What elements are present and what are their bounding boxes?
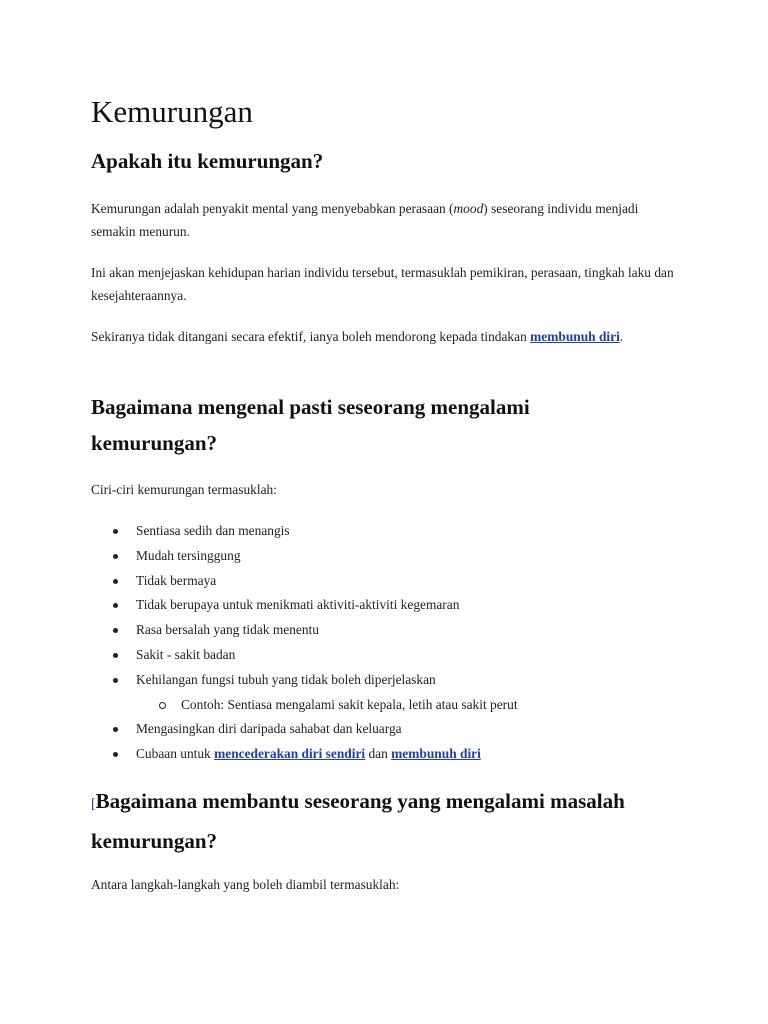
list-item: Sakit - sakit badan	[91, 643, 681, 668]
list-item: Tidak berupaya untuk menikmati aktiviti-aktiviti kegemaran	[91, 593, 681, 618]
membunuh-diri-link[interactable]: membunuh diri	[530, 329, 620, 344]
section-heading-identify: Bagaimana mengenal pasti seseorang mengalami kemurungan?	[91, 395, 530, 455]
list-item: Tidak bermaya	[91, 569, 681, 594]
sub-list-item: Contoh: Sentiasa mengalami sakit kepala, letih atau sakit perut	[136, 693, 681, 718]
list-item-with-sublist	[91, 668, 681, 718]
paragraph-definition	[91, 197, 681, 243]
mencederakan-diri-link[interactable]: mencederakan diri sendiri	[214, 746, 366, 762]
paragraph-risk	[91, 325, 681, 348]
edit-anchor-link[interactable]: [	[91, 797, 96, 812]
paragraph-risk-end: .	[619, 329, 624, 344]
symptoms-sublist	[136, 693, 681, 718]
list-item-text: Cubaan untuk	[136, 746, 215, 762]
paragraph-risk-text: Sekiranya tidak ditangani secara efektif, ianya boleh mendorong kepada tindakan	[91, 329, 531, 344]
symptoms-intro: Ciri-ciri kemurungan termasuklah:	[91, 482, 277, 497]
list-item-text: dan	[365, 746, 392, 762]
list-item-text: Kehilangan fungsi tubuh yang tidak boleh diperjelaskan	[136, 671, 436, 687]
paragraph-definition-text-a: Kemurungan adalah penyakit mental yang menyebabkan perasaan (	[91, 201, 454, 216]
list-item: Rasa bersalah yang tidak menentu	[91, 618, 681, 643]
mood-term: mood	[453, 201, 484, 216]
page-title: Kemurungan	[91, 94, 253, 129]
section-heading-what-is: Apakah itu kemurungan?	[91, 149, 324, 173]
paragraph-definition-text-b: ) seseorang individu menjadi semakin menurun.	[91, 201, 639, 239]
section-heading-help-text: Bagaimana membantu seseorang yang mengalami masalah kemurungan?	[91, 789, 625, 853]
steps-intro: Antara langkah-langkah yang boleh diambil termasuklah:	[91, 877, 400, 892]
list-item: Sentiasa sedih dan menangis	[91, 519, 681, 544]
symptoms-list	[91, 519, 681, 767]
paragraph-impact: Ini akan menjejaskan kehidupan harian individu tersebut, termasuklah pemikiran, perasaan, tingkah laku dan kesejahteraannya.	[91, 265, 674, 303]
list-item: Mudah tersinggung	[91, 544, 681, 569]
list-item: Mengasingkan diri daripada sahabat dan keluarga	[91, 717, 681, 742]
section-heading-help	[91, 783, 681, 859]
list-item-with-links	[91, 742, 681, 767]
membunuh-diri-link-2[interactable]: membunuh diri	[391, 746, 481, 762]
